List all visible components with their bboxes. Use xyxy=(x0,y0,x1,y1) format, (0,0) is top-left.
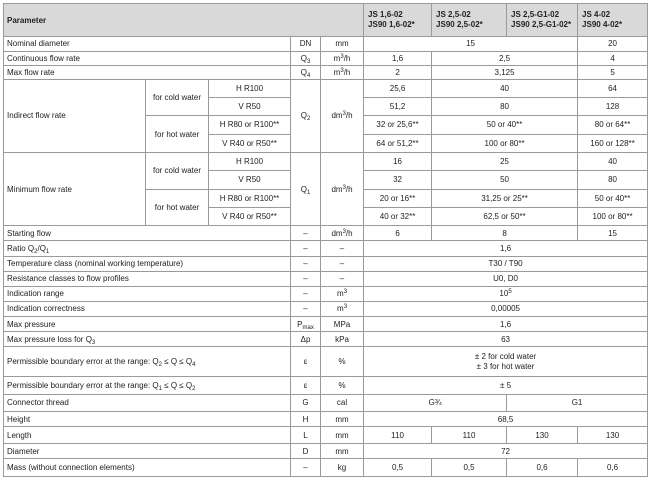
row-minimum-cold-1 xyxy=(4,152,648,170)
row-symbol: DN xyxy=(291,37,321,51)
cell-value: 15 xyxy=(364,37,578,51)
row-symbol: $Q_1$ xyxy=(291,152,321,225)
row-unit: $m^3/h$ xyxy=(321,51,364,65)
row-symbol: – xyxy=(291,226,321,241)
cell-value: 25 xyxy=(432,152,578,170)
cell-value: 130 xyxy=(578,427,648,444)
cell-value: 100 or 80** xyxy=(578,207,648,225)
row-nominal-diameter xyxy=(4,37,648,51)
row-label: Max flow rate xyxy=(4,65,291,79)
cell-value: 0,5 xyxy=(364,459,432,477)
row-unit: % xyxy=(321,377,364,394)
cell-value: 110 xyxy=(432,427,507,444)
row-unit: kg xyxy=(321,459,364,477)
row-symbol: – xyxy=(291,256,321,271)
class-label: H R80 or R100** xyxy=(209,189,291,207)
cell-value: 80 xyxy=(578,171,648,189)
cell-value: 40 xyxy=(578,152,648,170)
row-symbol: – xyxy=(291,301,321,316)
header-model-1: JS 1,6-02 JS90 1,6-02* xyxy=(364,4,432,37)
row-permissible-error-lower xyxy=(4,377,648,394)
row-unit: $m^3$ xyxy=(321,301,364,316)
class-label: H R100 xyxy=(209,79,291,97)
row-unit: mm xyxy=(321,444,364,459)
row-label: Indication range xyxy=(4,286,291,301)
class-label: H R80 or R100** xyxy=(209,116,291,134)
row-unit: $dm^3/h$ xyxy=(321,226,364,241)
row-symbol: – xyxy=(291,271,321,286)
cell-value: 1,6 xyxy=(364,51,432,65)
cell-value: 5 xyxy=(578,65,648,79)
row-unit: kPa xyxy=(321,332,364,347)
row-permissible-error-upper xyxy=(4,347,648,377)
row-label: Starting flow xyxy=(4,226,291,241)
cell-value: 100 or 80** xyxy=(432,134,578,152)
row-continuous-flow xyxy=(4,51,648,65)
row-label: Permissible boundary error at the range: $Q_2 \le Q \le Q_4$ xyxy=(4,347,291,377)
row-symbol: ε xyxy=(291,347,321,377)
row-indication-correctness xyxy=(4,301,648,316)
cell-value: 0,6 xyxy=(507,459,578,477)
cell-value: 0,5 xyxy=(432,459,507,477)
row-unit: mm xyxy=(321,37,364,51)
cell-value: 6 xyxy=(364,226,432,241)
cell-value: T30 / T90 xyxy=(364,256,648,271)
cell-value: U0, D0 xyxy=(364,271,648,286)
cell-value: 40 or 32** xyxy=(364,207,432,225)
row-starting-flow xyxy=(4,226,648,241)
cell-value: 2 xyxy=(364,65,432,79)
cell-value: 20 xyxy=(578,37,648,51)
row-symbol: – xyxy=(291,459,321,477)
row-label: Resistance classes to flow profiles xyxy=(4,271,291,286)
cell-value: 32 or 25,6** xyxy=(364,116,432,134)
class-label: V R50 xyxy=(209,171,291,189)
group-label-cold: for cold water xyxy=(146,79,209,116)
row-unit: MPa xyxy=(321,316,364,331)
row-label: Length xyxy=(4,427,291,444)
row-max-pressure xyxy=(4,316,648,331)
header-model-4: JS 4-02 JS90 4-02* xyxy=(578,4,648,37)
cell-value: 1,6 xyxy=(364,316,648,331)
row-label: Indication correctness xyxy=(4,301,291,316)
cell-value: 130 xyxy=(507,427,578,444)
header-model-3: JS 2,5-G1-02 JS90 2,5-G1-02* xyxy=(507,4,578,37)
cell-value: G1 xyxy=(507,394,648,411)
row-label: Diameter xyxy=(4,444,291,459)
row-length xyxy=(4,427,648,444)
row-unit: mm xyxy=(321,411,364,426)
cell-value: 40 xyxy=(432,79,578,97)
header-model-2: JS 2,5-02 JS90 2,5-02* xyxy=(432,4,507,37)
cell-value: 128 xyxy=(578,97,648,115)
row-height xyxy=(4,411,648,426)
row-label: Continuous flow rate xyxy=(4,51,291,65)
row-symbol: $P_{max}$ xyxy=(291,316,321,331)
row-label: Max pressure loss for $Q_3$ xyxy=(4,332,291,347)
cell-value: 3,125 xyxy=(432,65,578,79)
row-unit: cal xyxy=(321,394,364,411)
cell-value: 4 xyxy=(578,51,648,65)
row-unit: – xyxy=(321,241,364,256)
row-mass xyxy=(4,459,648,477)
cell-value: 0,00005 xyxy=(364,301,648,316)
row-label: Temperature class (nominal working temperature) xyxy=(4,256,291,271)
cell-value: 20 or 16** xyxy=(364,189,432,207)
cell-value: 62,5 or 50** xyxy=(432,207,578,225)
group-label-cold: for cold water xyxy=(146,152,209,189)
row-unit: $m^3$ xyxy=(321,286,364,301)
cell-value: 80 xyxy=(432,97,578,115)
row-symbol: Δp xyxy=(291,332,321,347)
row-indication-range xyxy=(4,286,648,301)
row-label: Mass (without connection elements) xyxy=(4,459,291,477)
cell-value: ± 5 xyxy=(364,377,648,394)
row-symbol: – xyxy=(291,241,321,256)
row-label: Max pressure xyxy=(4,316,291,331)
row-symbol: – xyxy=(291,286,321,301)
cell-value: 2,5 xyxy=(432,51,578,65)
row-unit: – xyxy=(321,271,364,286)
cell-value: G¾ xyxy=(364,394,507,411)
class-label: V R50 xyxy=(209,97,291,115)
cell-value: 0,6 xyxy=(578,459,648,477)
cell-value: 72 xyxy=(364,444,648,459)
cell-value: 50 xyxy=(432,171,578,189)
cell-value: 64 xyxy=(578,79,648,97)
row-unit: $dm^3/h$ xyxy=(321,79,364,152)
cell-value: 1,6 xyxy=(364,241,648,256)
cell-value: 25,6 xyxy=(364,79,432,97)
cell-value: 63 xyxy=(364,332,648,347)
cell-value: 110 xyxy=(364,427,432,444)
group-label-hot: for hot water xyxy=(146,189,209,226)
cell-value: 15 xyxy=(578,226,648,241)
row-unit: $m^3/h$ xyxy=(321,65,364,79)
row-symbol: L xyxy=(291,427,321,444)
cell-value: 64 or 51,2** xyxy=(364,134,432,152)
row-unit: mm xyxy=(321,427,364,444)
row-symbol: G xyxy=(291,394,321,411)
spec-table-container xyxy=(3,3,647,477)
row-resistance xyxy=(4,271,648,286)
cell-value: 32 xyxy=(364,171,432,189)
cell-value: 50 or 40** xyxy=(432,116,578,134)
row-symbol: ε xyxy=(291,377,321,394)
class-label: V R40 or R50** xyxy=(209,134,291,152)
cell-value: $10^5$ xyxy=(364,286,648,301)
class-label: H R100 xyxy=(209,152,291,170)
cell-value: 16 xyxy=(364,152,432,170)
spec-table xyxy=(3,3,648,477)
row-label: Minimum flow rate xyxy=(4,152,146,225)
cell-value: 68,5 xyxy=(364,411,648,426)
row-temperature-class xyxy=(4,256,648,271)
cell-value: 80 or 64** xyxy=(578,116,648,134)
row-label: Permissible boundary error at the range: $Q_1 \le Q \le Q_2$ xyxy=(4,377,291,394)
row-unit: – xyxy=(321,256,364,271)
class-label: V R40 or R50** xyxy=(209,207,291,225)
cell-value: 51,2 xyxy=(364,97,432,115)
cell-value: 50 or 40** xyxy=(578,189,648,207)
row-symbol: $Q_4$ xyxy=(291,65,321,79)
row-max-pressure-loss xyxy=(4,332,648,347)
row-symbol: $Q_2$ xyxy=(291,79,321,152)
row-symbol: $Q_3$ xyxy=(291,51,321,65)
row-connector-thread xyxy=(4,394,648,411)
row-label: Nominal diameter xyxy=(4,37,291,51)
cell-value: ± 2 for cold water ± 3 for hot water xyxy=(364,347,648,377)
row-label: Ratio $Q_2/Q_1$ xyxy=(4,241,291,256)
row-max-flow xyxy=(4,65,648,79)
row-label: Height xyxy=(4,411,291,426)
row-diameter xyxy=(4,444,648,459)
row-symbol: D xyxy=(291,444,321,459)
cell-value: 31,25 or 25** xyxy=(432,189,578,207)
group-label-hot: for hot water xyxy=(146,116,209,153)
row-label: Connector thread xyxy=(4,394,291,411)
row-label: Indirect flow rate xyxy=(4,79,146,152)
cell-value: 160 or 128** xyxy=(578,134,648,152)
header-row xyxy=(4,4,648,37)
row-ratio xyxy=(4,241,648,256)
cell-value: 8 xyxy=(432,226,578,241)
row-indirect-cold-1 xyxy=(4,79,648,97)
row-symbol: H xyxy=(291,411,321,426)
header-parameter: Parameter xyxy=(4,4,364,37)
row-unit: % xyxy=(321,347,364,377)
row-unit: $dm^3/h$ xyxy=(321,152,364,225)
